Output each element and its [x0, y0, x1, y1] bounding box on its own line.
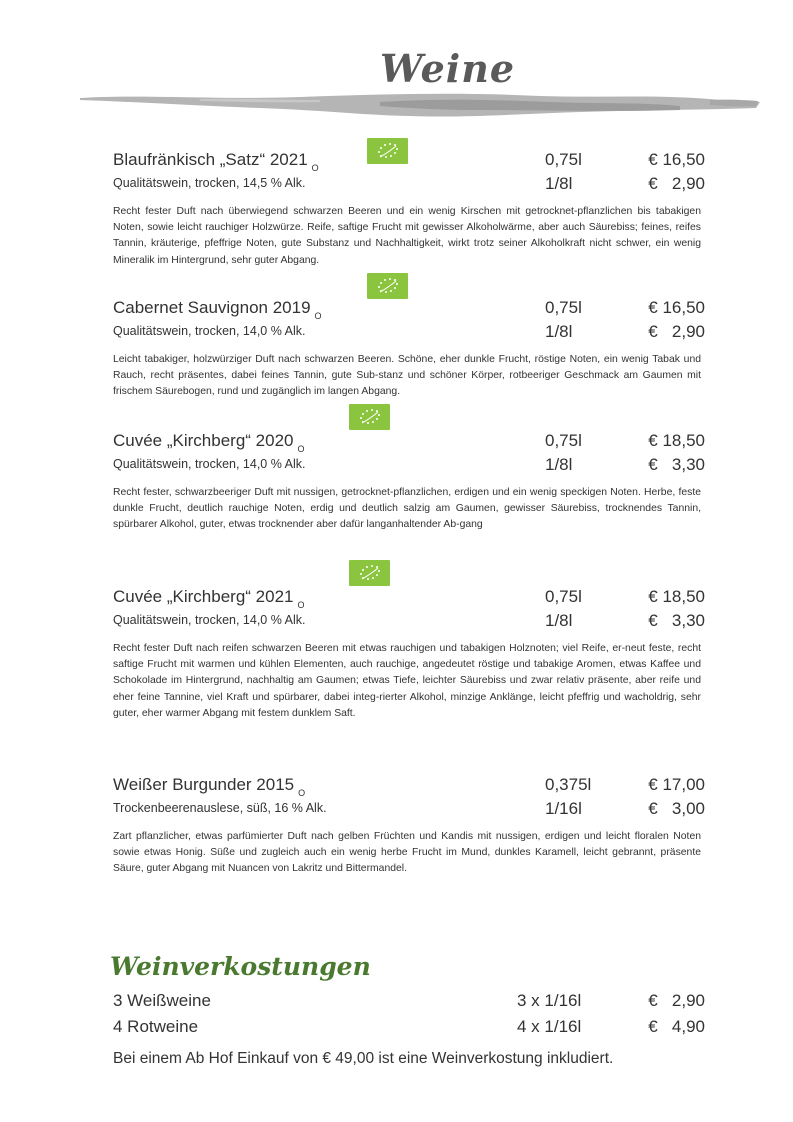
- tasting-volume: 3 x 1/16l: [517, 991, 582, 1010]
- wine-name: Weißer Burgunder 2015 $_O$: [113, 775, 306, 798]
- bottle-volume: 0,75l: [545, 587, 582, 606]
- glass-price: € 2,90: [648, 322, 705, 341]
- eu-organic-leaf-icon: [349, 404, 390, 430]
- glass-price: € 3,00: [648, 799, 705, 818]
- wine-subtitle: Trockenbeerenauslese, süß, 16 % Alk.: [113, 801, 327, 815]
- tasting-label: 4 Rotweine: [113, 1017, 199, 1036]
- wine-name: Cuvée „Kirchberg“ 2020 $_O$: [113, 431, 305, 454]
- brush-stroke-divider: [80, 88, 760, 128]
- eu-organic-leaf-icon: [367, 273, 408, 299]
- page-title: Weine: [380, 46, 515, 91]
- tasting-note: Bei einem Ab Hof Einkauf von € 49,00 ist eine Weinverkostung inkludiert.: [113, 1050, 614, 1067]
- glass-price: € 3,30: [648, 611, 705, 630]
- eu-organic-leaf-icon: [367, 138, 408, 164]
- tasting-row: [113, 991, 713, 1011]
- bottle-volume: 0,75l: [545, 298, 582, 317]
- glass-volume: 1/8l: [545, 455, 573, 474]
- bottle-volume: 0,375l: [545, 775, 592, 794]
- wine-name: Blaufränkisch „Satz“ 2021 $_O$: [113, 150, 319, 173]
- wine-mark: O: [314, 311, 322, 321]
- bottle-price: € 18,50: [648, 431, 705, 450]
- wine-description: Zart pflanzlicher, etwas parfümierter Duft nach gelben Früchten und Kandis mit nussigen, erdigen und leicht floralen Noten sowie etwas Honig. Süße und zugleich auch ein wenig herbe Frucht im Mund, dunkles Karamell, leicht gebrannt, präsente Säure, guter Abgang mit Nuancen von Lakritz und Bittermandel.: [113, 831, 701, 875]
- wine-description: Leicht tabakiger, holzwürziger Duft nach schwarzen Beeren. Schöne, eher dunkle Frucht, röstige Noten, ein wenig Tabak und Rauch, recht präsentes, dabei feines Tannin, gute Sub-stanz und schöner Körper, rotbeeriger Geschmack am Gaumen mit frischem Säurebogen, rund und zugänglich im langen Abgang.: [113, 354, 701, 398]
- tasting-price: € 4,90: [648, 1017, 705, 1036]
- bottle-volume: 0,75l: [545, 150, 582, 169]
- glass-volume: 1/16l: [545, 799, 582, 818]
- bottle-volume: 0,75l: [545, 431, 582, 450]
- glass-volume: 1/8l: [545, 174, 573, 193]
- wine-mark: O: [311, 163, 319, 173]
- eu-organic-leaf-icon: [349, 560, 390, 586]
- wine-name: Cabernet Sauvignon 2019 $_O$: [113, 298, 322, 321]
- glass-price: € 3,30: [648, 455, 705, 474]
- glass-volume: 1/8l: [545, 322, 573, 341]
- wine-subtitle: Qualitätswein, trocken, 14,0 % Alk.: [113, 324, 306, 338]
- wine-description: Recht fester Duft nach reifen schwarzen Beeren mit etwas rauchigen und tabakigen Holznoten; viel Reife, er-neut feste, recht saftige Frucht mit warmen und kühlen Elementen, auch rauchige, angedeutet röstige und tabakige Aromen, etwas Kaffee und Schokolade im Hintergrund, nachhaltig am Gaumen; etwas Tiefe, leichter Säurebiss und zwar relativ präsente, aber reife und eher feine Tannine, viel Kraft und spürbarer, dabei integ-rierter Alkohol, minzige Anklänge, leicht pfeffrig und wacholdrig, sehr guter, eher warmer Abgang mit festem dunklem Saft.: [113, 643, 701, 719]
- tasting-price: € 2,90: [648, 991, 705, 1010]
- bottle-price: € 18,50: [648, 587, 705, 606]
- wine-mark: O: [298, 788, 306, 798]
- wine-subtitle: Qualitätswein, trocken, 14,0 % Alk.: [113, 457, 306, 471]
- glass-price: € 2,90: [648, 174, 705, 193]
- bottle-price: € 17,00: [648, 775, 705, 794]
- bottle-price: € 16,50: [648, 298, 705, 317]
- tasting-label: 3 Weißweine: [113, 991, 211, 1010]
- wine-description: Recht fester Duft nach überwiegend schwarzen Beeren und ein wenig Kirschen mit getrocknet-pflanzlichen bis tabakigen Noten, sowie leicht rauchiger Holzwürze. Reife, saftige Frucht mit gewisser Alkoholwärme, aber auch Säurebiss; feines, reifes Tannin, kräuterige, pfeffrige Noten, gute Substanz und Nachhaltigkeit, wirkt trotz seiner Alkoholkraft nicht schwer, ein wenig Mineralik im Hintergrund, sehr guter Abgang.: [113, 206, 701, 266]
- wine-subtitle: Qualitätswein, trocken, 14,0 % Alk.: [113, 613, 306, 627]
- tasting-title: Weinverkostungen: [110, 952, 371, 981]
- wine-mark: O: [297, 600, 305, 610]
- wine-mark: O: [297, 444, 305, 454]
- wine-name: Cuvée „Kirchberg“ 2021 $_O$: [113, 587, 305, 610]
- tasting-volume: 4 x 1/16l: [517, 1017, 582, 1036]
- wine-subtitle: Qualitätswein, trocken, 14,5 % Alk.: [113, 176, 306, 190]
- tasting-row: [113, 1017, 713, 1037]
- wine-description: Recht fester, schwarzbeeriger Duft mit nussigen, getrocknet-pflanzlichen, erdigen und ein wenig speckigen Noten. Herbe, feste dunkle Frucht, deutlich rauchige Noten, erdig und deutlich salzig am Gaumen, gewisser Säurebiss, trocknendes Tannin, spürbarer Alkohol, guter, etwas trocknender aber dafür langanhaltender Ab-gang: [113, 487, 701, 531]
- glass-volume: 1/8l: [545, 611, 573, 630]
- bottle-price: € 16,50: [648, 150, 705, 169]
